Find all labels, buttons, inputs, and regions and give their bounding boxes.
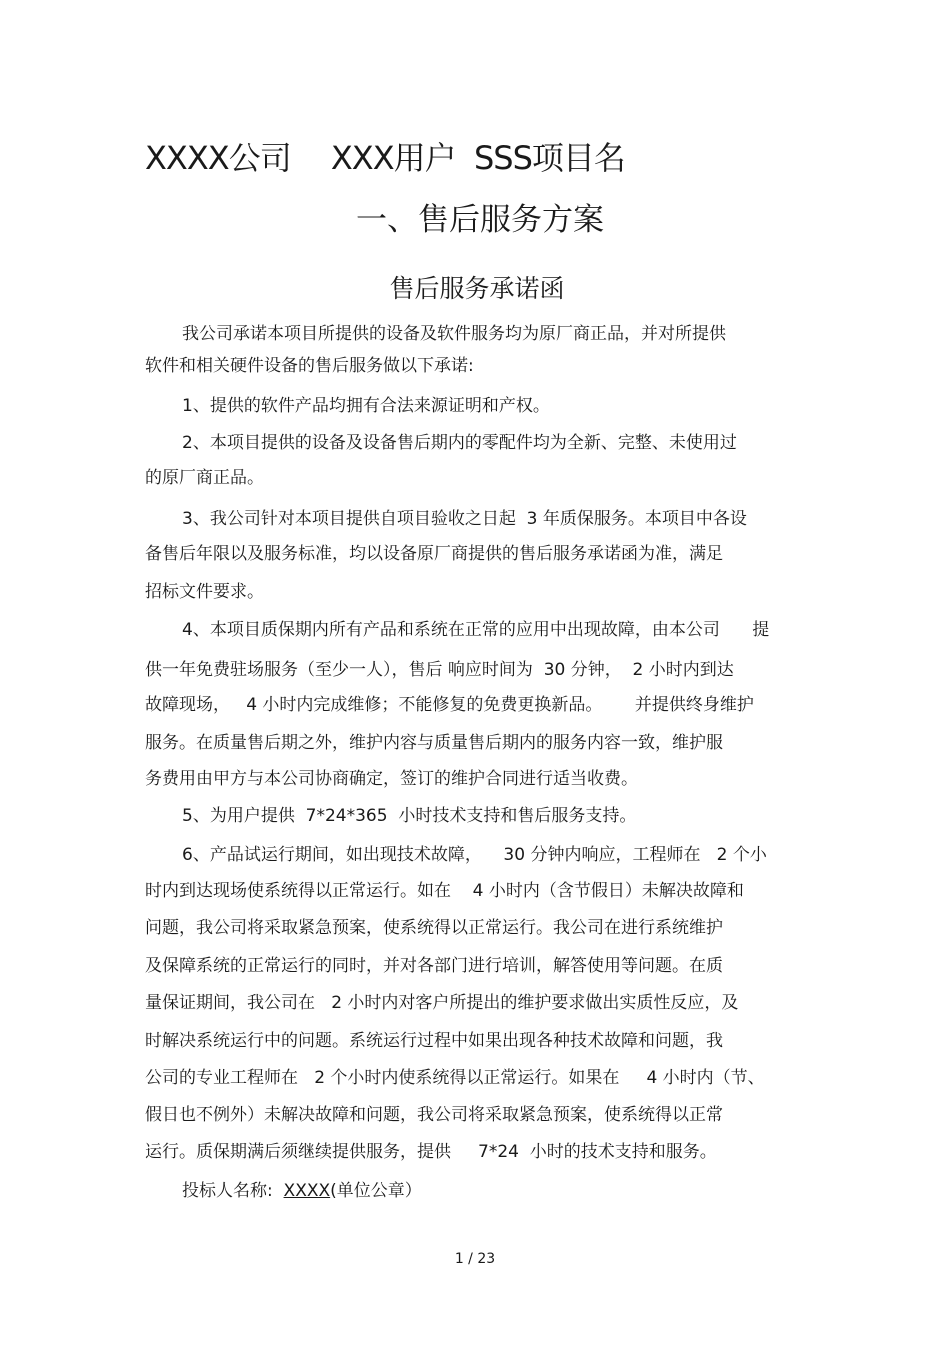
body-line: 2、本项目提供的设备及设备售后期内的零配件均为全新、完整、未使用过 xyxy=(182,433,737,453)
body-line: 假日也不例外）未解决故障和问题，我公司将采取紧急预案，使系统得以正常 xyxy=(145,1105,723,1125)
body-line: 及保障系统的正常运行的同时，并对各部门进行培训，解答使用等问题。在质 xyxy=(145,956,723,976)
body-line: 1、提供的软件产品均拥有合法来源证明和产权。 xyxy=(182,396,550,416)
body-line: 供一年免费驻场服务（至少一人），售后 响应时间为 30 分钟， 2 小时内到达 xyxy=(145,660,734,680)
bidder-line xyxy=(182,1180,422,1202)
body-line: 故障现场， 4 小时内完成维修；不能修复的免费更换新品。 并提供终身维护 xyxy=(145,695,754,715)
page-number: 1 / 23 xyxy=(454,1251,496,1267)
body-line: 时内到达现场使系统得以正常运行。如在 4 小时内（含节假日）未解决故障和 xyxy=(145,881,744,901)
bidder-seal-note: (单位公章） xyxy=(330,1181,422,1201)
body-line: 5、为用户提供 7*24*365 小时技术支持和售后服务支持。 xyxy=(182,806,637,826)
body-line: 的原厂商正品。 xyxy=(145,468,264,488)
body-line: 公司的专业工程师在 2 个小时内使系统得以正常运行。如果在 4 小时内（节、 xyxy=(145,1068,765,1088)
body-line: 6、产品试运行期间，如出现技术故障， 30 分钟内响应，工程师在 2 个小 xyxy=(182,845,767,865)
body-line: 问题，我公司将采取紧急预案，使系统得以正常运行。我公司在进行系统维护 xyxy=(145,918,723,938)
body-line: 量保证期间，我公司在 2 小时内对客户所提出的维护要求做出实质性反应，及 xyxy=(145,993,739,1013)
body-line: 服务。在质量售后期之外，维护内容与质量售后期内的服务内容一致，维护服 xyxy=(145,733,723,753)
bidder-label: 投标人名称: xyxy=(182,1181,284,1201)
body-line: 我公司承诺本项目所提供的设备及软件服务均为原厂商正品，并对所提供 xyxy=(182,324,726,344)
body-line: 备售后年限以及服务标准，均以设备原厂商提供的售后服务承诺函为准，满足 xyxy=(145,544,723,564)
body-line: 4、本项目质保期内所有产品和系统在正常的应用中出现故障，由本公司 提 xyxy=(182,620,770,640)
body-line: 时解决系统运行中的问题。系统运行过程中如果出现各种技术故障和问题，我 xyxy=(145,1031,723,1051)
body-line: 软件和相关硬件设备的售后服务做以下承诺: xyxy=(145,356,474,376)
body-line: 运行。质保期满后须继续提供服务，提供 7*24 小时的技术支持和服务。 xyxy=(145,1142,717,1162)
body-line: 3、我公司针对本项目提供自项目验收之日起 3 年质保服务。本项目中各设 xyxy=(182,509,747,529)
bidder-name: XXXX xyxy=(283,1181,331,1201)
document-title: XXXX公司 XXX用户 SSS项目名 xyxy=(145,139,625,177)
body-line: 招标文件要求。 xyxy=(145,582,264,602)
body-line: 务费用由甲方与本公司协商确定，签订的维护合同进行适当收费。 xyxy=(145,769,638,789)
section-heading: 一、售后服务方案 xyxy=(356,202,604,238)
letter-heading: 售后服务承诺函 xyxy=(389,274,565,303)
